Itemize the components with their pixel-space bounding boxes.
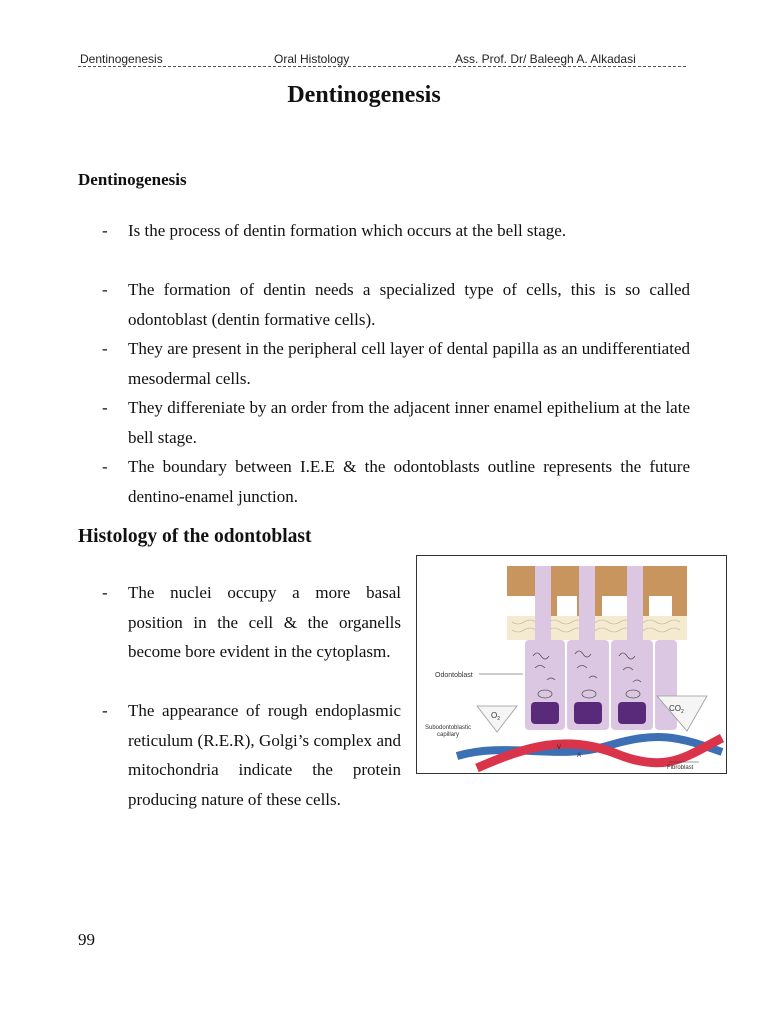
odontoblast-process [627, 566, 643, 644]
bullet-item [78, 452, 690, 511]
odontoblast-figure [416, 555, 727, 774]
label-capillary-2: capillary [437, 732, 460, 738]
bullet-dash: - [102, 280, 108, 299]
odontoblast-illustration [417, 556, 726, 773]
odontoblast-cell [655, 640, 677, 730]
bullet-dash: - [102, 221, 108, 240]
bullet-text: They differeniate by an order from the adjacent inner enamel epithelium at the late bell stage. [128, 398, 690, 447]
bullet-item [78, 578, 401, 667]
bullet-text: They are present in the peripheral cell layer of dental papilla as an undifferentiated mesodermal cells. [128, 339, 690, 388]
bullet-item [78, 275, 690, 334]
header-chapter: Dentinogenesis [80, 52, 163, 66]
header-subject: Oral Histology [274, 52, 350, 66]
page-number: 99 [78, 930, 95, 949]
header-author: Ass. Prof. Dr/ Baleegh A. Alkadasi [455, 52, 636, 66]
odontoblast-process [535, 566, 551, 644]
bullet-dash: - [102, 339, 108, 358]
bullet-text-wide: producing nature of these cells. [128, 789, 341, 809]
label-odontoblast: Odontoblast [435, 672, 473, 679]
label-vein: V [557, 745, 562, 751]
bullet-dash: - [102, 398, 108, 417]
odontoblast-nucleus [574, 702, 602, 724]
dentin-layer [507, 566, 687, 618]
bullet-text: The nuclei occupy a more basal position in the cell & the organells become bore evident in the cytoplasm. [128, 583, 401, 661]
bullet-item [78, 393, 690, 452]
header-divider [78, 66, 686, 67]
bullet-text: Is the process of dentin formation which occurs at the bell stage. [128, 221, 567, 240]
bullet-text: The formation of dentin needs a specialized type of cells, this is so called odontoblast (dentin formative cells). [128, 280, 690, 329]
label-fibroblast: Fibroblast [667, 765, 694, 771]
odontoblast-nucleus [531, 702, 559, 724]
predentin-layer [507, 616, 687, 640]
bullet-dash: - [102, 701, 108, 720]
bullet-dash: - [102, 583, 108, 602]
section-heading-dentinogenesis: Dentinogenesis [78, 170, 187, 189]
odontoblast-process [579, 566, 595, 644]
bullet-item [78, 334, 690, 393]
label-artery: A [577, 753, 582, 759]
bullet-text-narrow: The appearance of rough endoplasmic reticulum (R.E.R), Golgi’s complex and mitochondria indicate the protein [128, 701, 401, 779]
section-heading-histology: Histology of the odontoblast [78, 526, 312, 547]
bullet-item [78, 216, 690, 246]
label-co2: $CO_2$ [669, 704, 684, 715]
label-o2: $O_2$ [491, 711, 501, 722]
page-title: Dentinogenesis [287, 82, 441, 108]
label-capillary-1: Subodontoblastic [425, 725, 472, 731]
bullet-text: The boundary between I.E.E & the odontoblasts outline represents the future dentino-enamel junction. [128, 457, 690, 506]
odontoblast-nucleus [618, 702, 646, 724]
bullet-dash: - [102, 457, 108, 476]
